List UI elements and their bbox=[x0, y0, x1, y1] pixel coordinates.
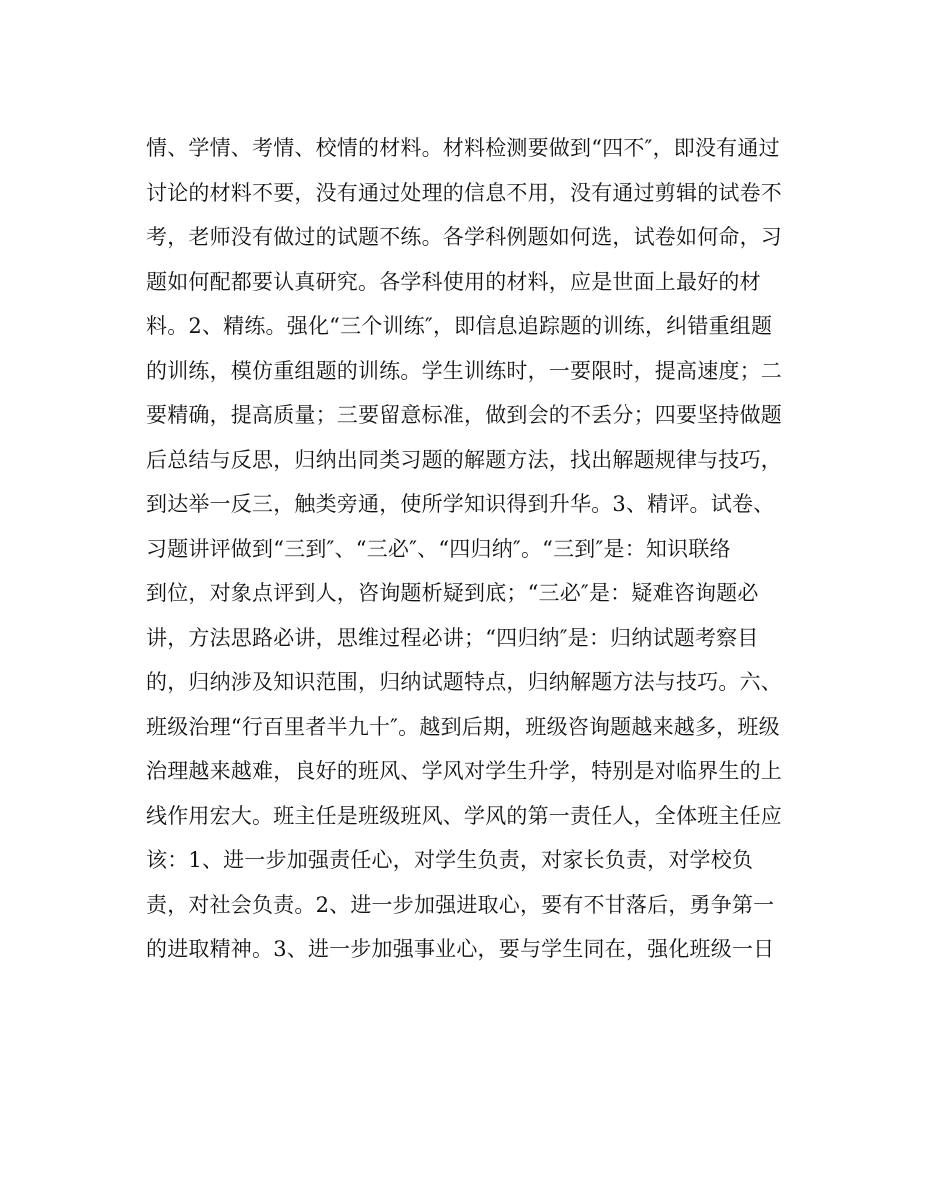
text-line: 情、学情、考情、校情的材料。材料检测要做到“四不″，即没有通过 bbox=[146, 136, 780, 160]
text-line: 讲，方法思路必讲，思维过程必讲；“四归纳″是：归纳试题考察目 bbox=[146, 625, 759, 650]
text-line: 题如何配都要认真研究。各学科使用的材料，应是世面上最好的材 bbox=[146, 269, 761, 294]
text-line: 的进取精神。3、进一步加强事业心，要与学生同在，强化班级一日 bbox=[146, 937, 775, 961]
text-line: 的，归纳涉及知识范围，归纳试题特点，归纳解题方法与技巧。六、 bbox=[146, 670, 782, 694]
text-line: 要精确，提高质量；三要留意标准，做到会的不丢分；四要坚持做题 bbox=[146, 403, 782, 427]
text-line: 到达举一反三，触类旁通，使所学知识得到升华。3、精评。试卷、 bbox=[146, 492, 775, 516]
text-line: 习题讲评做到“三到″、“三必″、“四归纳″。“三到″是：知识联络 bbox=[146, 536, 731, 561]
text-line: 责，对社会负责。2、进一步加强进取心，要有不甘落后，勇争第一 bbox=[146, 892, 775, 917]
text-line: 治理越来越难，良好的班风、学风对学生升学，特别是对临界生的上 bbox=[146, 759, 782, 783]
text-line: 线作用宏大。班主任是班级班风、学风的第一责任人，全体班主任应 bbox=[146, 803, 782, 828]
body-text bbox=[146, 126, 816, 972]
text-line: 班级治理“行百里者半九十″。越到后期，班级咨询题越来越多，班级 bbox=[146, 714, 780, 739]
text-line: 后总结与反思，归纳出同类习题的解题方法，找出解题规律与技巧， bbox=[146, 447, 782, 472]
text-line: 讨论的材料不要，没有通过处理的信息不用，没有通过剪辑的试卷不 bbox=[146, 180, 782, 205]
text-line: 该：1、进一步加强责任心，对学生负责，对家长负责，对学校负 bbox=[146, 848, 754, 872]
text-line: 的训练，模仿重组题的训练。学生训练时，一要限时，提高速度；二 bbox=[146, 358, 782, 383]
text-line: 到位，对象点评到人，咨询题析疑到底；“三必″是：疑难咨询题必 bbox=[146, 581, 759, 605]
text-line: 考，老师没有做过的试题不练。各学科例题如何选，试卷如何命，习 bbox=[146, 225, 782, 249]
text-line: 料。2、精练。强化“三个训练″，即信息追踪题的训练，纠错重组题 bbox=[146, 314, 773, 338]
